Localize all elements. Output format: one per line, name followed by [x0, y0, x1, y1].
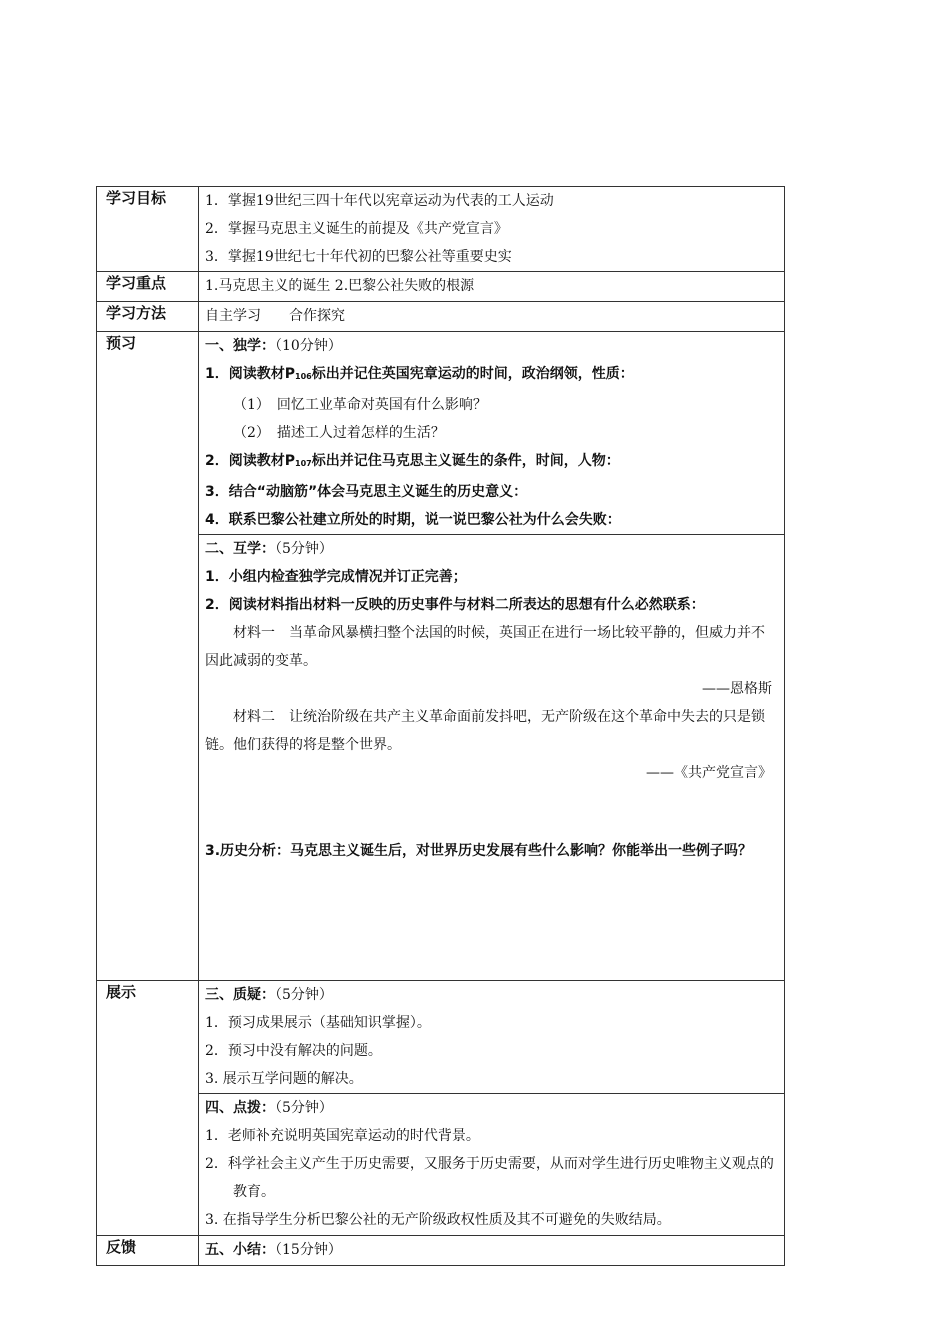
goal-item: 1．掌握19世纪三四十年代以宪章运动为代表的工人运动 [205, 193, 554, 209]
row-preview-2 [97, 535, 785, 981]
label-feedback: 反馈 [97, 1236, 199, 1266]
label-preview: 预习 [97, 332, 199, 981]
sub-question: （2） 描述工人过着怎样的生活？ [233, 425, 445, 441]
question-item: 3.历史分析：马克思主义诞生后，对世界历史发展有些什么影响？你能举出一些例子吗？ [205, 843, 753, 859]
section-questioning [199, 981, 785, 1094]
list-item: 1．老师补充说明英国宪章运动的时代背景。 [205, 1128, 480, 1144]
list-item: 3. 展示互学问题的解决。 [205, 1071, 363, 1087]
method-text: 自主学习 合作探究 [205, 308, 345, 324]
list-item: 2．预习中没有解决的问题。 [205, 1043, 382, 1059]
lesson-plan-table [96, 186, 785, 1266]
question-item: 3．结合“动脑筋”体会马克思主义诞生的历史意义： [205, 484, 528, 500]
row-preview-1 [97, 332, 785, 535]
section-mutual-study [199, 535, 785, 981]
blank-space [205, 787, 776, 837]
row-goals [97, 187, 785, 272]
material-one-source: ——恩格斯 [702, 681, 772, 697]
question-item: 1．小组内检查独学完成情况并订正完善； [205, 569, 467, 585]
label-method: 学习方法 [97, 302, 199, 332]
goals-content [199, 187, 785, 272]
label-goals: 学习目标 [97, 187, 199, 272]
row-display-1 [97, 981, 785, 1094]
focus-text: 1.马克思主义的诞生 2.巴黎公社失败的根源 [205, 278, 475, 294]
section-heading: 三、质疑：（5分钟） [205, 987, 333, 1003]
material-two-source: ——《共产党宣言》 [646, 765, 772, 781]
material-two: 材料二 让统治阶级在共产主义革命面前发抖吧，无产阶级在这个革命中失去的只是锁链。他们获得的将是整个世界。 [205, 709, 765, 753]
row-focus [97, 272, 785, 302]
section-heading: 二、互学：（5分钟） [205, 541, 333, 557]
section-heading: 五、小结：（15分钟） [205, 1242, 342, 1258]
section-guidance [199, 1094, 785, 1236]
section-independent-study [199, 332, 785, 535]
list-item: 1．预习成果展示（基础知识掌握）。 [205, 1015, 431, 1031]
section-summary [199, 1236, 785, 1266]
sub-question: （1） 回忆工业革命对英国有什么影响？ [233, 397, 487, 413]
row-display-2 [97, 1094, 785, 1236]
label-focus: 学习重点 [97, 272, 199, 302]
goal-item: 2．掌握马克思主义诞生的前提及《共产党宣言》 [205, 221, 508, 237]
goal-item: 3．掌握19世纪七十年代初的巴黎公社等重要史实 [205, 249, 512, 265]
question-item: 4．联系巴黎公社建立所处的时期，说一说巴黎公社为什么会失败： [205, 512, 621, 528]
section-heading: 一、独学：（10分钟） [205, 338, 342, 354]
question-item: 2．阅读教材$P_{107}$标出并记住马克思主义诞生的条件，时间，人物： [205, 453, 620, 469]
row-method [97, 302, 785, 332]
section-heading: 四、点拨：（5分钟） [205, 1100, 333, 1116]
label-display: 展示 [97, 981, 199, 1236]
question-item: 1．阅读教材$P_{106}$标出并记住英国宪章运动的时间，政治纲领，性质： [205, 366, 634, 382]
list-item: 2．科学社会主义产生于历史需要，又服务于历史需要，从而对学生进行历史唯物主义观点的教育。 [205, 1156, 774, 1200]
question-item: 2．阅读材料指出材料一反映的历史事件与材料二所表达的思想有什么必然联系： [205, 597, 705, 613]
row-feedback [97, 1236, 785, 1266]
material-one: 材料一 当革命风暴横扫整个法国的时候，英国正在进行一场比较平静的，但威力并不因此减弱的变革。 [205, 625, 765, 669]
list-item: 3. 在指导学生分析巴黎公社的无产阶级政权性质及其不可避免的失败结局。 [205, 1212, 671, 1228]
